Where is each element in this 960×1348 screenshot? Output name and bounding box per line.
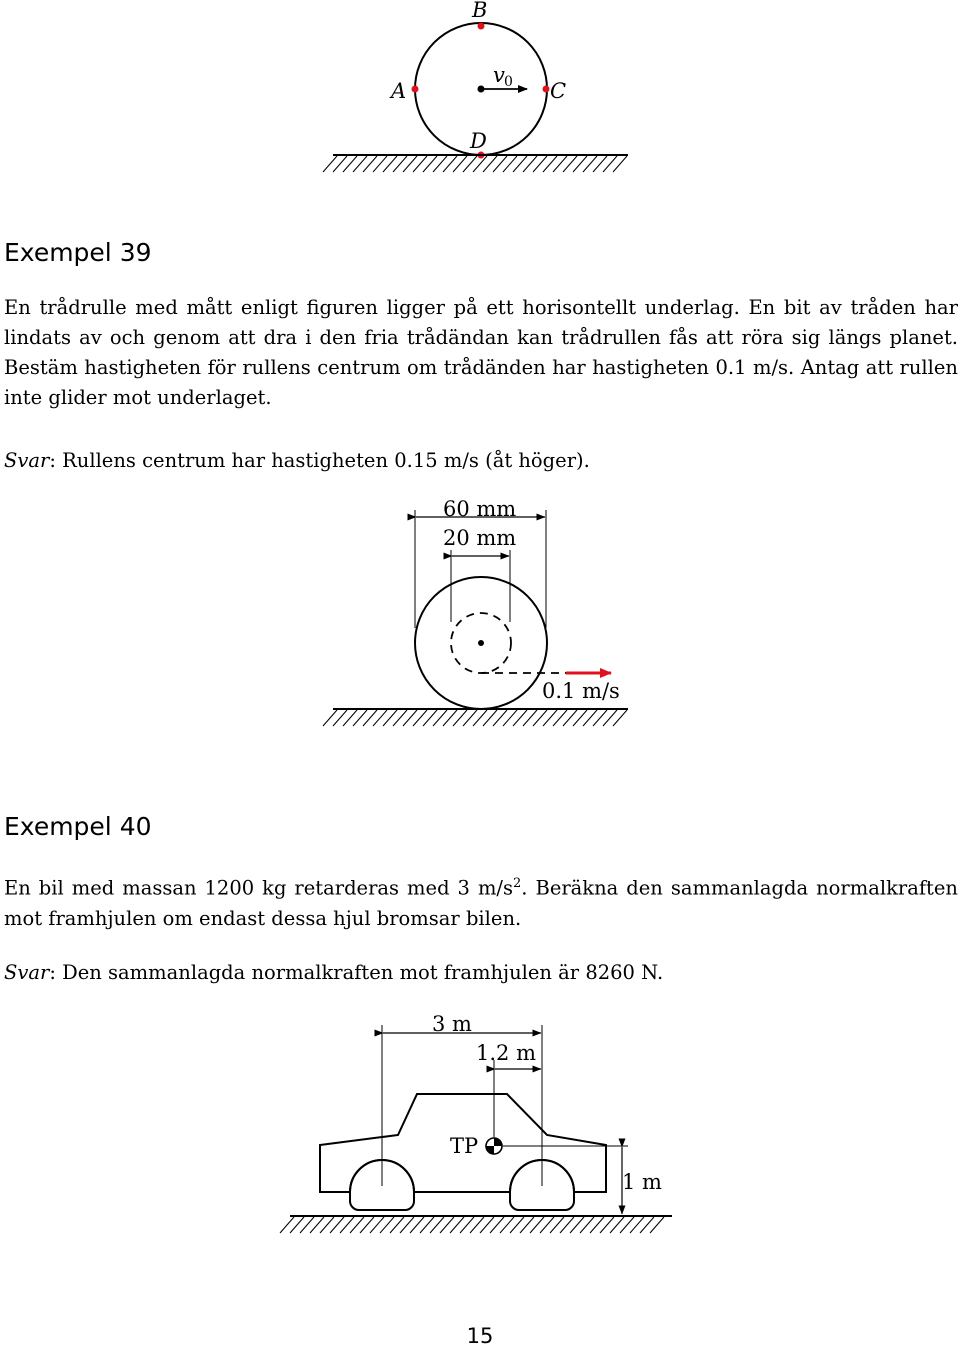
answer-label: Svar: [4, 449, 50, 472]
wheelbase-label: 3 m: [432, 1012, 472, 1036]
height-label: 1 m: [622, 1170, 662, 1194]
answer-label: Svar: [4, 961, 50, 984]
cg-offset-label: 1.2 m: [476, 1041, 536, 1065]
ground-hatching: [323, 155, 628, 172]
example-40-heading: Exempel 40: [4, 812, 152, 841]
spool-figure: [0, 490, 960, 740]
rolling-wheel-figure: [0, 0, 960, 180]
example-40-text-end: . Beräkna den sammanlagda normalkraften mot framhjulen om endast dessa hjul bromsar bilen.: [4, 876, 958, 930]
outer-dim-label: 60 mm: [443, 497, 517, 521]
label-v0: v: [493, 63, 505, 87]
label-v0-subscript: 0: [504, 74, 513, 90]
label-c: C: [550, 79, 567, 103]
ground-hatching: [280, 1216, 672, 1233]
center-of-mass-icon: [486, 1138, 502, 1154]
center-dot: [478, 86, 485, 93]
point-a-dot: [412, 86, 419, 93]
car-figure: [0, 1005, 960, 1245]
label-d: D: [470, 129, 487, 153]
example-39-text: En trådrulle med mått enligt figuren ligger på ett horisontellt underlag. En bit av tråden har lindats av och genom att dra i den fria trådändan kan trådrullen fås att röra sig längs planet. Bestäm hastigheten för rullens centrum om trådänden har hastigheten 0.1 m/s. Antag att rullen inte glider mot underlaget.: [4, 296, 958, 409]
label-a: A: [391, 79, 407, 103]
example-40-text-start: En bil med massan 1200 kg retarderas med 3 m/s: [4, 876, 514, 900]
point-c-dot: [543, 86, 550, 93]
answer-text: : Rullens centrum har hastigheten 0.15 m/s (åt höger).: [49, 449, 590, 472]
spool-center-dot: [478, 640, 484, 646]
speed-label: 0.1 m/s: [542, 679, 620, 703]
example-40-text: [4, 869, 958, 934]
label-b: B: [472, 0, 488, 22]
exponent: 2: [513, 876, 522, 891]
example-39-heading: Exempel 39: [4, 238, 152, 267]
answer-text: : Den sammanlagda normalkraften mot framhjulen är 8260 N.: [49, 961, 664, 984]
page-number: 15: [466, 1324, 494, 1348]
ground-hatching: [323, 709, 628, 726]
cg-label: TP: [450, 1134, 479, 1158]
example-39-answer: [4, 446, 590, 476]
point-b-dot: [478, 23, 485, 30]
example-40-answer: [4, 958, 663, 988]
inner-dim-label: 20 mm: [443, 526, 517, 550]
